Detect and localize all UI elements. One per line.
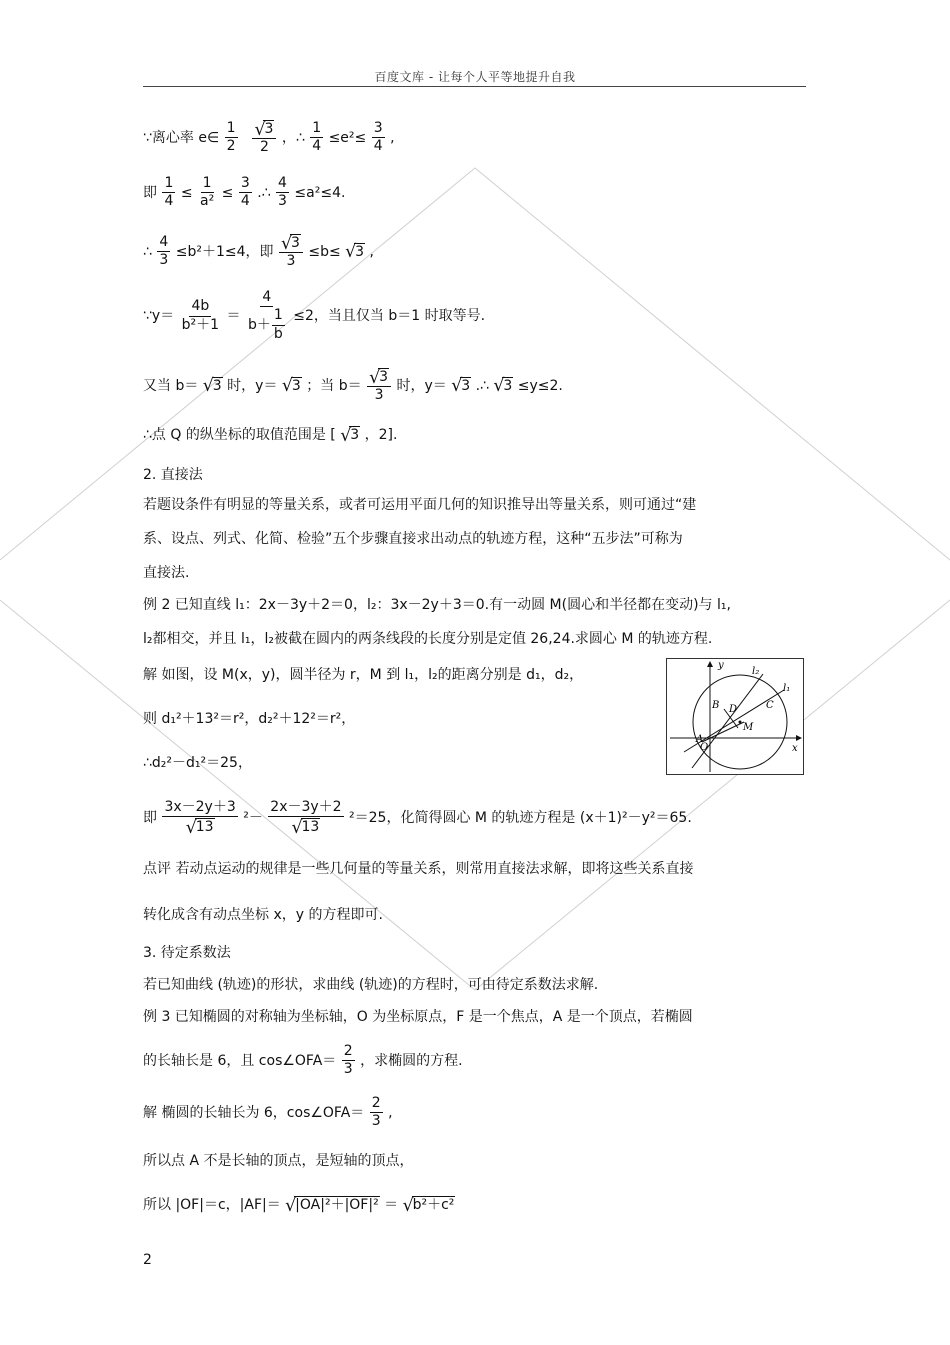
denominator: 3	[159, 252, 169, 269]
example-3-line-2	[143, 1044, 463, 1078]
fraction	[239, 176, 252, 210]
numerator: 2x－3y＋2	[268, 800, 343, 817]
sqrt: √ 3	[369, 367, 389, 388]
text: ＝	[226, 308, 241, 325]
formula-line-3	[143, 234, 374, 270]
numerator: 3x－2y＋3	[162, 800, 237, 817]
radicand: 3	[379, 369, 389, 385]
text: ≤2，当且仅当 b＝1 时取等号.	[293, 308, 486, 325]
denominator: 3	[374, 387, 384, 404]
formula-line-2	[143, 176, 345, 210]
formula-line-4	[143, 290, 485, 342]
fraction	[162, 799, 237, 839]
fraction	[252, 120, 276, 156]
page-number: 2	[143, 1252, 152, 1268]
formula-line-6	[143, 425, 398, 446]
sqrt: √ 3	[451, 376, 471, 397]
text: ∵离心率 e∈	[143, 129, 220, 146]
text: ，∴	[281, 129, 305, 146]
fraction	[370, 1096, 383, 1130]
label-c: C	[766, 700, 774, 711]
sqrt: √ 3	[202, 376, 222, 397]
denominator: 4	[373, 138, 383, 155]
numerator: 1	[201, 176, 214, 193]
label-x: x	[792, 743, 798, 754]
numerator: 3	[372, 121, 385, 138]
text: ∵y＝	[143, 308, 175, 325]
figure-frame	[667, 659, 804, 775]
fraction	[180, 299, 221, 333]
radicand: 3	[350, 427, 360, 443]
denominator: 3	[371, 1113, 381, 1130]
example-2-line-2: l₂都相交，并且 l₁，l₂被截在圆内的两条线段的长度分别是定值 26,24.求圆心 M 的轨迹方程.	[143, 631, 713, 647]
text: ；当 b＝	[306, 377, 362, 394]
text: 所以 |OF|＝c，|AF|＝	[143, 1197, 281, 1213]
label-m: M	[743, 722, 754, 733]
fraction	[246, 290, 288, 342]
denominator: 2	[226, 138, 236, 155]
radicand: 3	[212, 377, 222, 394]
denominator: 3	[278, 193, 287, 210]
sqrt: √ 3	[254, 119, 274, 140]
numerator: 2	[370, 1096, 383, 1113]
fraction	[372, 121, 385, 155]
sqrt: √ |OA|²＋|OF|²	[285, 1195, 379, 1216]
page-header: 百度文库 - 让每个人平等地提升自我	[374, 70, 576, 84]
text: ,	[388, 1104, 393, 1121]
text: ≤e²≤	[328, 129, 367, 146]
radicand: b²＋c²	[412, 1197, 455, 1213]
sqrt: √ 3	[345, 242, 365, 263]
radicand: 13	[195, 819, 214, 836]
text: ，2].	[364, 427, 398, 443]
sqrt: √ 13	[291, 818, 320, 839]
sqrt: √ 3	[281, 376, 301, 397]
radicand: 3	[290, 235, 300, 251]
denominator: 3	[343, 1061, 353, 1078]
text: ≤b≤	[308, 243, 341, 260]
numerator: 4	[157, 235, 170, 252]
sqrt: √ b²＋c²	[402, 1195, 455, 1216]
text: ²－	[243, 809, 263, 826]
fraction	[225, 121, 238, 155]
denominator-text: b＋	[247, 317, 271, 334]
sqrt: √ 13	[185, 818, 214, 839]
solution-line-3: ∴d₂²－d₁²＝25，	[143, 755, 252, 771]
denominator: 4	[164, 193, 174, 210]
geometry-figure	[666, 658, 804, 775]
text: ≤	[221, 184, 234, 201]
text: 即	[143, 809, 157, 826]
paragraph-line: 系、设点、列式、化简、检验”五个步骤直接求出动点的轨迹方程，这种“五步法”可称为	[143, 531, 683, 547]
fraction	[272, 308, 285, 342]
label-l2: l₂	[752, 666, 760, 677]
formula-line-5	[143, 368, 563, 404]
fraction	[310, 121, 323, 155]
solution-line-7	[143, 1195, 455, 1216]
radicand: |OA|²＋|OF|²	[295, 1197, 379, 1213]
header-rule	[143, 86, 806, 87]
fraction	[162, 176, 175, 210]
example-2-line-1: 例 2 已知直线 l₁：2x－3y＋2＝0，l₂：3x－2y＋3＝0.有一动圆 M(圆心和半径都在变动)与 l₁,	[143, 597, 731, 613]
denominator: 2	[259, 139, 269, 156]
denominator: b²＋1	[181, 316, 220, 333]
text: 的长轴长是 6，且 cos∠OFA＝	[143, 1052, 337, 1069]
numerator: 3	[239, 176, 252, 193]
text: ,	[369, 243, 374, 260]
solution-line-4	[143, 799, 692, 839]
solution-line-5	[143, 1096, 393, 1130]
label-d: D	[729, 704, 738, 715]
text: ²＝25，化简得圆心 M 的轨迹方程是 (x＋1)²－y²＝65.	[349, 809, 692, 826]
numerator: 4b	[189, 299, 211, 316]
text: ，求椭圆的方程.	[360, 1052, 463, 1069]
denominator: 4	[240, 193, 250, 210]
text: ∴	[143, 243, 152, 260]
radicand: 3	[291, 377, 301, 394]
text: 又当 b＝	[143, 377, 199, 394]
text: ,	[390, 129, 395, 146]
numerator: 1	[162, 176, 175, 193]
numerator: 1	[272, 308, 285, 325]
fraction	[279, 234, 303, 270]
text: 解 椭圆的长轴长为 6，cos∠OFA＝	[143, 1104, 365, 1121]
review-line-1: 点评 若动点运动的规律是一些几何量的等量关系，则常用直接法求解，即将这些关系直接	[143, 861, 694, 877]
section-title-2: 2. 直接法	[143, 467, 203, 483]
example-3-line-1: 例 3 已知椭圆的对称轴为坐标轴，O 为坐标原点，F 是一个焦点，A 是一个顶点，若椭圆	[143, 1009, 693, 1025]
text: ≤y≤2.	[517, 377, 563, 394]
fraction	[268, 799, 343, 839]
point-m	[739, 721, 742, 724]
label-l1: l₁	[783, 683, 791, 694]
fraction	[198, 176, 216, 210]
text: ∴点 Q 的纵坐标的取值范围是 [	[143, 427, 336, 443]
text: ≤b²＋1≤4，即	[175, 243, 274, 260]
radicand: 3	[461, 377, 471, 394]
label-y: y	[718, 660, 724, 671]
radicand: 3	[264, 121, 274, 137]
text: ≤a²≤4.	[294, 184, 346, 201]
text: .∴	[475, 377, 489, 394]
paragraph-line: 若题设条件有明显的等量关系，或者可运用平面几何的知识推导出等量关系，则可通过“建	[143, 497, 697, 513]
text: 时，y＝	[227, 377, 278, 394]
review-line-2: 转化成含有动点坐标 x，y 的方程即可.	[143, 907, 383, 923]
solution-line-2: 则 d₁²＋13²＝r²，d₂²＋12²＝r²，	[143, 711, 356, 727]
radicand: 3	[503, 377, 513, 394]
numerator: 4	[260, 290, 273, 307]
text: 时，y＝	[396, 377, 447, 394]
text: 即	[143, 184, 157, 201]
fraction	[276, 176, 289, 210]
numerator: 1	[225, 121, 238, 138]
label-a: A	[696, 734, 704, 745]
formula-line-1	[143, 120, 395, 156]
solution-line-6: 所以点 A 不是长轴的顶点，是短轴的顶点，	[143, 1153, 414, 1169]
sqrt: √ 3	[340, 425, 360, 446]
denominator: 4	[312, 138, 322, 155]
radicand: 13	[301, 819, 320, 836]
denominator: b	[273, 325, 283, 342]
fraction	[157, 235, 170, 269]
label-o: O	[700, 742, 709, 753]
sqrt: √ 3	[280, 233, 300, 254]
fraction	[342, 1044, 355, 1078]
text: ＝	[384, 1197, 399, 1213]
denominator: a²	[200, 193, 215, 210]
radicand: 3	[355, 243, 365, 260]
text: .∴	[257, 184, 271, 201]
numerator: 4	[276, 176, 289, 193]
label-b: B	[712, 700, 720, 711]
sqrt: √ 3	[493, 376, 513, 397]
paragraph-line: 直接法.	[143, 565, 190, 581]
numerator: 1	[310, 121, 323, 138]
section-title-3: 3. 待定系数法	[143, 945, 231, 961]
solution-line-1: 解 如图，设 M(x，y)，圆半径为 r，M 到 l₁，l₂的距离分别是 d₁，d₂，	[143, 667, 584, 683]
denominator: 3	[286, 253, 296, 270]
text: ≤	[180, 184, 193, 201]
paragraph-line: 若已知曲线 (轨迹)的形状，求曲线 (轨迹)的方程时，可由待定系数法求解.	[143, 977, 599, 993]
fraction	[367, 368, 391, 404]
numerator: 2	[342, 1044, 355, 1061]
